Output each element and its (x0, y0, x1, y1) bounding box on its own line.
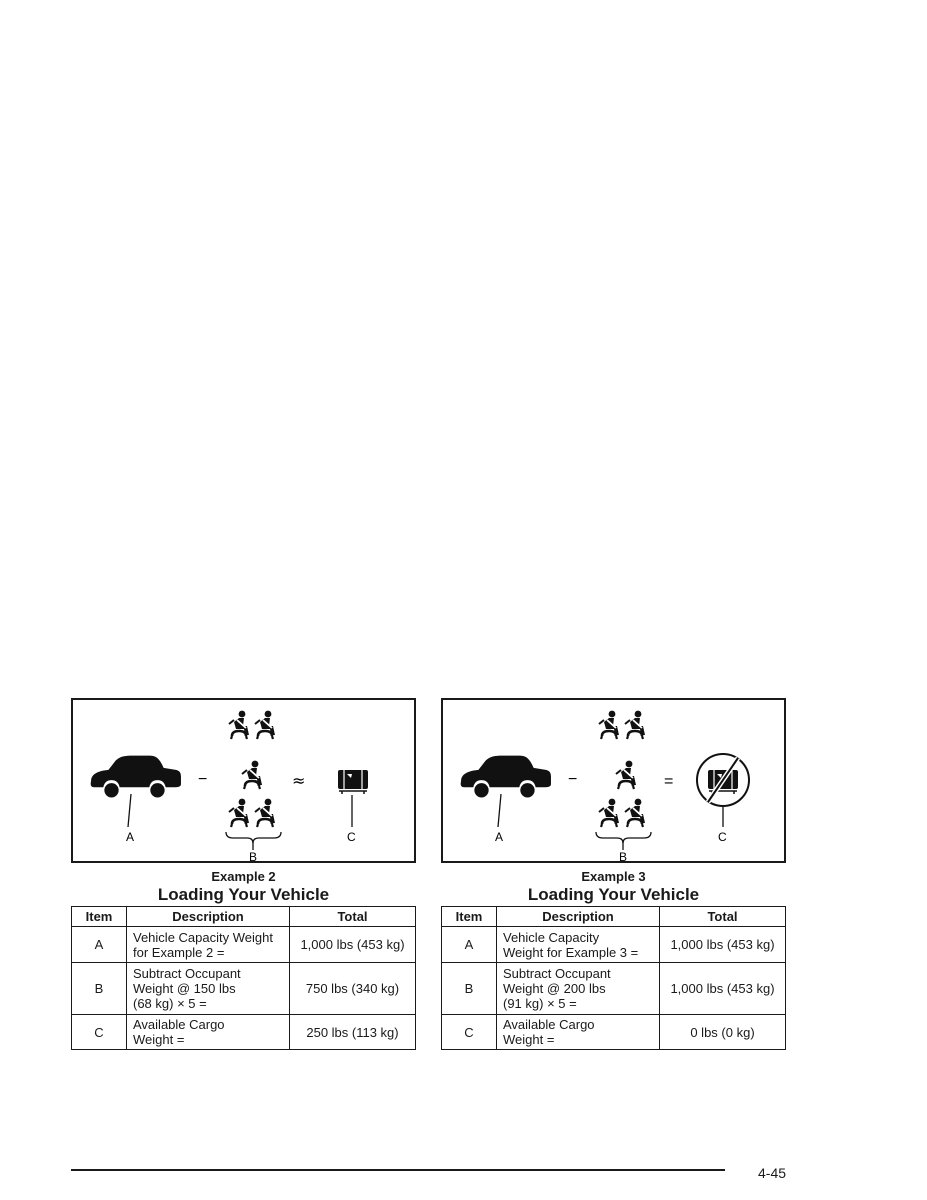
cargo-box-icon (338, 770, 368, 794)
label-a: A (126, 830, 135, 844)
item-cell: A (442, 927, 497, 963)
example-2 (71, 698, 416, 1050)
loading-illustration (441, 698, 786, 863)
label-a: A (495, 830, 504, 844)
label-b: B (249, 850, 258, 864)
total-cell: 750 lbs (340 kg) (290, 963, 416, 1015)
table-heading: Loading Your Vehicle (157, 885, 330, 904)
table-row (72, 1015, 416, 1050)
total-cell: 1,000 lbs (453 kg) (660, 927, 786, 963)
equals-sign: = (664, 773, 674, 790)
page-number: 4-45 (758, 1165, 787, 1181)
table-row (72, 963, 416, 1015)
table-row (72, 927, 416, 963)
loading-table (441, 906, 786, 1050)
label-c: C (718, 830, 727, 844)
example-3 (441, 698, 786, 1050)
total-cell: 0 lbs (0 kg) (660, 1015, 786, 1050)
header-total: Total (660, 907, 786, 927)
description-cell: Subtract Occupant Weight @ 150 lbs (68 kg) × 5 = (127, 963, 290, 1015)
table-row (442, 963, 786, 1015)
description-cell: Subtract Occupant Weight @ 200 lbs (91 kg) × 5 = (497, 963, 660, 1015)
item-cell: C (72, 1015, 127, 1050)
label-c: C (347, 830, 356, 844)
description-cell: Available Cargo Weight = (127, 1015, 290, 1050)
item-cell: B (442, 963, 497, 1015)
occupants-bottom-icon (229, 799, 275, 827)
header-description: Description (497, 907, 660, 927)
table-row (442, 1015, 786, 1050)
total-cell: 250 lbs (113 kg) (290, 1015, 416, 1050)
car-icon (91, 756, 181, 798)
header-total: Total (290, 907, 416, 927)
description-cell: Available Cargo Weight = (497, 1015, 660, 1050)
car-icon (461, 756, 551, 798)
header-item: Item (72, 907, 127, 927)
total-cell: 1,000 lbs (453 kg) (290, 927, 416, 963)
approx-sign: ≈ (292, 771, 306, 790)
table-row (442, 927, 786, 963)
table-heading: Loading Your Vehicle (527, 885, 700, 904)
loading-table (71, 906, 416, 1050)
description-cell: Vehicle Capacity Weight for Example 3 = (497, 927, 660, 963)
occupants-top-icon (599, 711, 645, 739)
item-cell: A (72, 927, 127, 963)
example-caption: Example 3 (581, 869, 646, 884)
table-header-row (72, 907, 416, 927)
occupants-top-icon (229, 711, 275, 739)
no-cargo-icon (697, 754, 749, 806)
total-cell: 1,000 lbs (453 kg) (660, 963, 786, 1015)
occupants-bottom-icon (599, 799, 645, 827)
minus-sign: − (198, 771, 208, 788)
header-item: Item (442, 907, 497, 927)
item-cell: B (72, 963, 127, 1015)
header-description: Description (127, 907, 290, 927)
label-b: B (619, 850, 628, 864)
loading-illustration (71, 698, 416, 863)
occupant-middle-icon (616, 761, 636, 789)
footer-rule (71, 1169, 725, 1171)
table-header-row (442, 907, 786, 927)
minus-sign: − (568, 771, 578, 788)
example-caption: Example 2 (211, 869, 276, 884)
description-cell: Vehicle Capacity Weight for Example 2 = (127, 927, 290, 963)
occupant-middle-icon (242, 761, 262, 789)
item-cell: C (442, 1015, 497, 1050)
